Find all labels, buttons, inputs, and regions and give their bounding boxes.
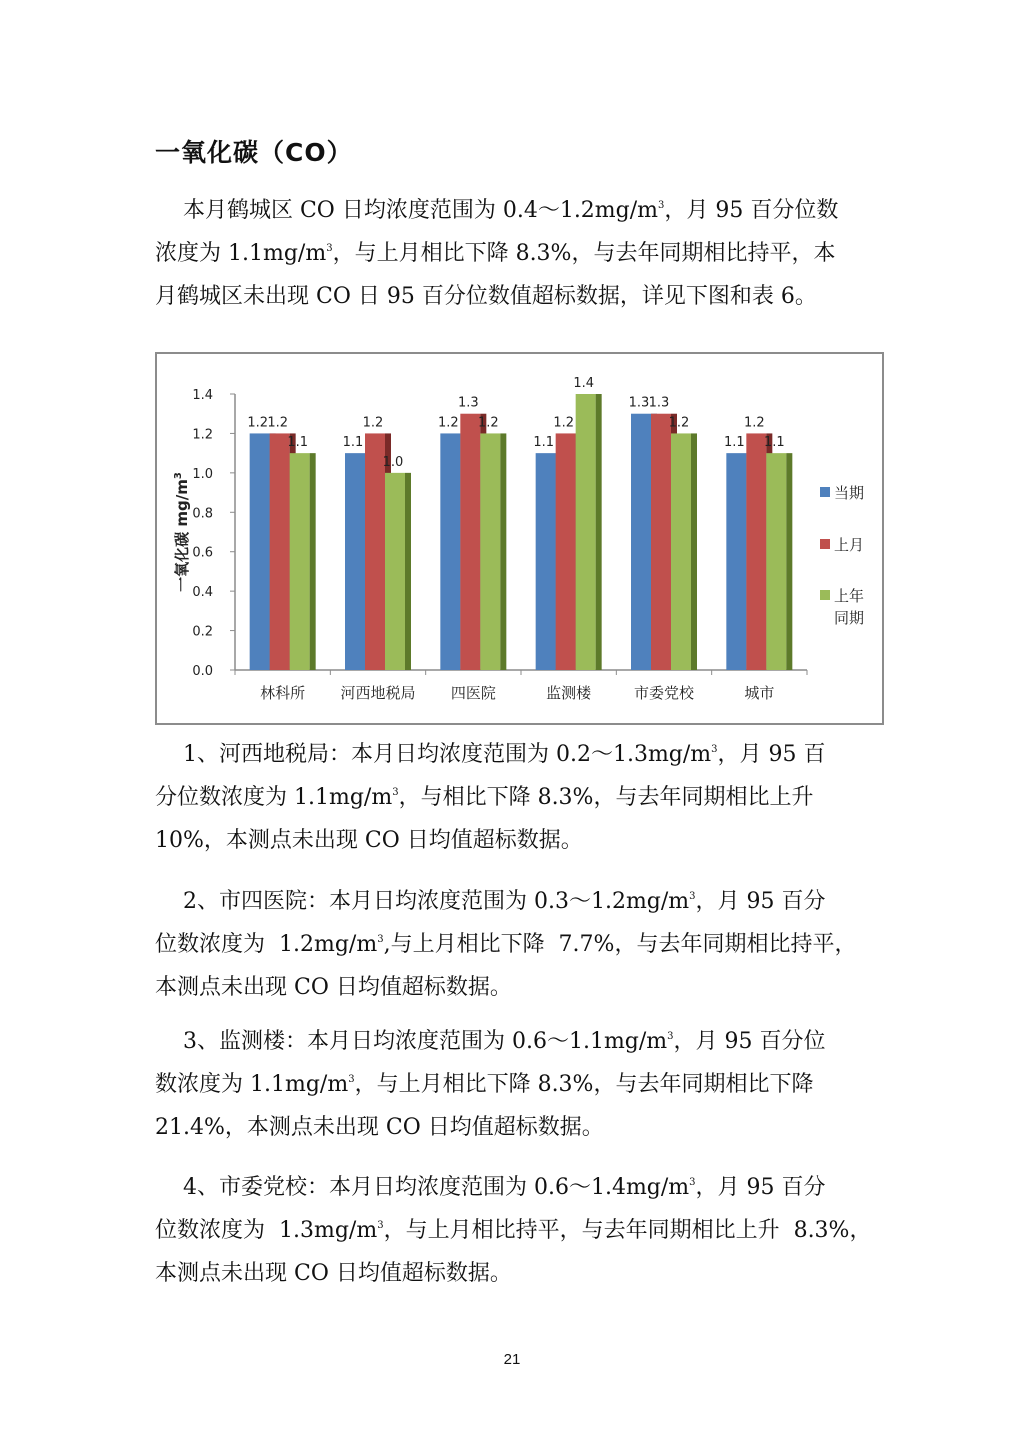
text-line — [155, 1166, 895, 1209]
x-tick-label: 河西地税局 — [340, 684, 416, 702]
data-label: 1.0 — [382, 454, 404, 470]
data-label: 1.2 — [668, 415, 690, 431]
data-label: 1.2 — [477, 415, 499, 431]
text-span: 数浓度为 1.1mg/m — [155, 1072, 349, 1097]
y-tick-label: 0.2 — [192, 624, 213, 640]
data-label: 1.2 — [743, 415, 765, 431]
bar — [460, 414, 480, 670]
bar — [250, 433, 270, 670]
y-tick-label: 1.4 — [192, 388, 213, 403]
data-label: 1.1 — [763, 435, 785, 451]
y-axis-title-superscript: 3 — [173, 472, 184, 480]
text-line: 10%，本测点未出现 CO 日均值超标数据。 — [155, 828, 583, 853]
bar — [726, 453, 746, 670]
data-label: 1.1 — [533, 435, 555, 451]
text-span: ，月 95 百分 — [695, 1175, 826, 1200]
bar-side — [500, 433, 506, 670]
text-span: 位数浓度为 1.3mg/m — [155, 1218, 378, 1243]
data-label: 1.3 — [457, 395, 479, 411]
bar — [440, 433, 460, 670]
page-number: 21 — [503, 1351, 521, 1368]
superscript: 3 — [377, 934, 384, 945]
superscript: 3 — [667, 1031, 674, 1042]
text-line — [155, 880, 895, 923]
legend-swatch — [820, 487, 830, 497]
text-line: 月鹤城区未出现 CO 日 95 百分位数值超标数据，详见下图和表 6。 — [155, 284, 817, 309]
y-tick-label: 0.8 — [192, 506, 213, 522]
superscript: 3 — [392, 787, 399, 798]
legend-swatch — [820, 590, 830, 600]
text-line — [155, 1020, 895, 1063]
bar — [480, 433, 500, 670]
legend-label: 上月 — [834, 536, 865, 554]
x-tick-label: 监测楼 — [546, 684, 592, 702]
data-label: 1.4 — [573, 376, 595, 391]
legend-label: 同期 — [834, 609, 865, 627]
text-line — [155, 733, 895, 776]
text-line — [155, 1063, 895, 1106]
data-label: 1.2 — [553, 415, 575, 431]
y-axis-title — [173, 472, 191, 592]
bar — [651, 414, 671, 670]
legend-label: 当期 — [834, 484, 865, 502]
text-line — [155, 776, 895, 819]
y-tick-label: 0.0 — [192, 664, 213, 679]
data-label: 1.1 — [287, 435, 309, 451]
bar — [746, 433, 766, 670]
text-span: 4、市委党校：本月日均浓度范围为 0.6～1.4mg/m — [182, 1175, 690, 1200]
item-2-paragraph — [155, 880, 895, 1009]
text-span: 本月鹤城区 CO 日均浓度范围为 0.4～1.2mg/m — [182, 198, 659, 223]
data-label: 1.2 — [437, 415, 459, 431]
text-span: ，与相比下降 8.3%，与去年同期相比上升 — [398, 785, 814, 810]
bar — [290, 453, 310, 670]
item-4-paragraph — [155, 1166, 895, 1295]
text-line — [155, 189, 895, 232]
bar-side — [786, 453, 792, 670]
text-span: ，月 95 百分 — [695, 889, 826, 914]
co-bar-chart — [155, 352, 884, 725]
superscript: 3 — [689, 891, 696, 902]
text-span: 浓度为 1.1mg/m — [155, 241, 327, 266]
legend-swatch — [820, 539, 830, 549]
text-span: 1、河西地税局：本月日均浓度范围为 0.2～1.3mg/m — [182, 742, 712, 767]
item-3-paragraph — [155, 1020, 895, 1149]
text-span: 2、市四医院：本月日均浓度范围为 0.3～1.2mg/m — [182, 889, 690, 914]
legend-label: 上年 — [834, 587, 865, 605]
text-span: ,与上月相比下降 7.7%，与去年同期相比持平， — [383, 932, 857, 957]
data-label: 1.1 — [723, 435, 745, 451]
bar — [671, 433, 691, 670]
chart-svg — [157, 354, 882, 723]
intro-paragraph — [155, 189, 895, 318]
text-line: 21.4%，本测点未出现 CO 日均值超标数据。 — [155, 1115, 604, 1140]
bar-side — [691, 433, 697, 670]
text-line — [155, 923, 895, 966]
x-tick-label: 城市 — [744, 684, 775, 702]
text-span: 3、监测楼：本月日均浓度范围为 0.6～1.1mg/m — [182, 1029, 668, 1054]
text-span: 位数浓度为 1.2mg/m — [155, 932, 378, 957]
text-line — [155, 232, 895, 275]
data-label: 1.3 — [628, 395, 650, 411]
y-axis-title-text: 一氧化碳 mg/m — [173, 479, 191, 592]
superscript: 3 — [348, 1074, 355, 1085]
data-label: 1.2 — [362, 415, 384, 431]
bar — [766, 453, 786, 670]
bar — [536, 453, 556, 670]
superscript: 3 — [711, 744, 718, 755]
data-label: 1.3 — [648, 395, 670, 411]
text-span: ，与上月相比持平，与去年同期相比上升 8.3%， — [383, 1218, 872, 1243]
bar-side — [596, 394, 602, 670]
text-span: 分位数浓度为 1.1mg/m — [155, 785, 393, 810]
data-label: 1.1 — [342, 435, 364, 451]
y-tick-label: 0.6 — [192, 545, 213, 561]
bar — [385, 473, 405, 670]
section-heading: 一氧化碳（CO） — [155, 138, 353, 167]
text-line — [155, 1209, 895, 1252]
item-1-paragraph — [155, 733, 895, 862]
x-tick-label: 林科所 — [260, 684, 306, 702]
bar — [631, 414, 651, 670]
bar-side — [310, 453, 316, 670]
text-span: ，与上月相比下降 8.3%，与去年同期相比持平，本 — [332, 241, 836, 266]
superscript: 3 — [377, 1220, 384, 1231]
text-line: 本测点未出现 CO 日均值超标数据。 — [155, 975, 512, 1000]
x-tick-label: 四医院 — [450, 684, 496, 702]
data-label: 1.2 — [267, 415, 289, 431]
text-span: ，与上月相比下降 8.3%，与去年同期相比下降 — [354, 1072, 814, 1097]
superscript: 3 — [689, 1177, 696, 1188]
y-tick-label: 1.2 — [192, 427, 213, 443]
y-tick-label: 0.4 — [192, 585, 213, 601]
bar-side — [405, 473, 411, 670]
x-tick-label: 市委党校 — [633, 684, 695, 702]
data-label: 1.2 — [247, 415, 269, 431]
superscript: 3 — [326, 243, 333, 254]
y-tick-label: 1.0 — [192, 466, 213, 482]
bar — [345, 453, 365, 670]
superscript: 3 — [658, 200, 665, 211]
text-span: ，月 95 百分位 — [673, 1029, 826, 1054]
bar — [270, 433, 290, 670]
text-line: 本测点未出现 CO 日均值超标数据。 — [155, 1261, 512, 1286]
text-span: ，月 95 百分位数 — [664, 198, 839, 223]
bar — [576, 394, 596, 670]
text-span: ，月 95 百 — [717, 742, 826, 767]
bar — [556, 433, 576, 670]
